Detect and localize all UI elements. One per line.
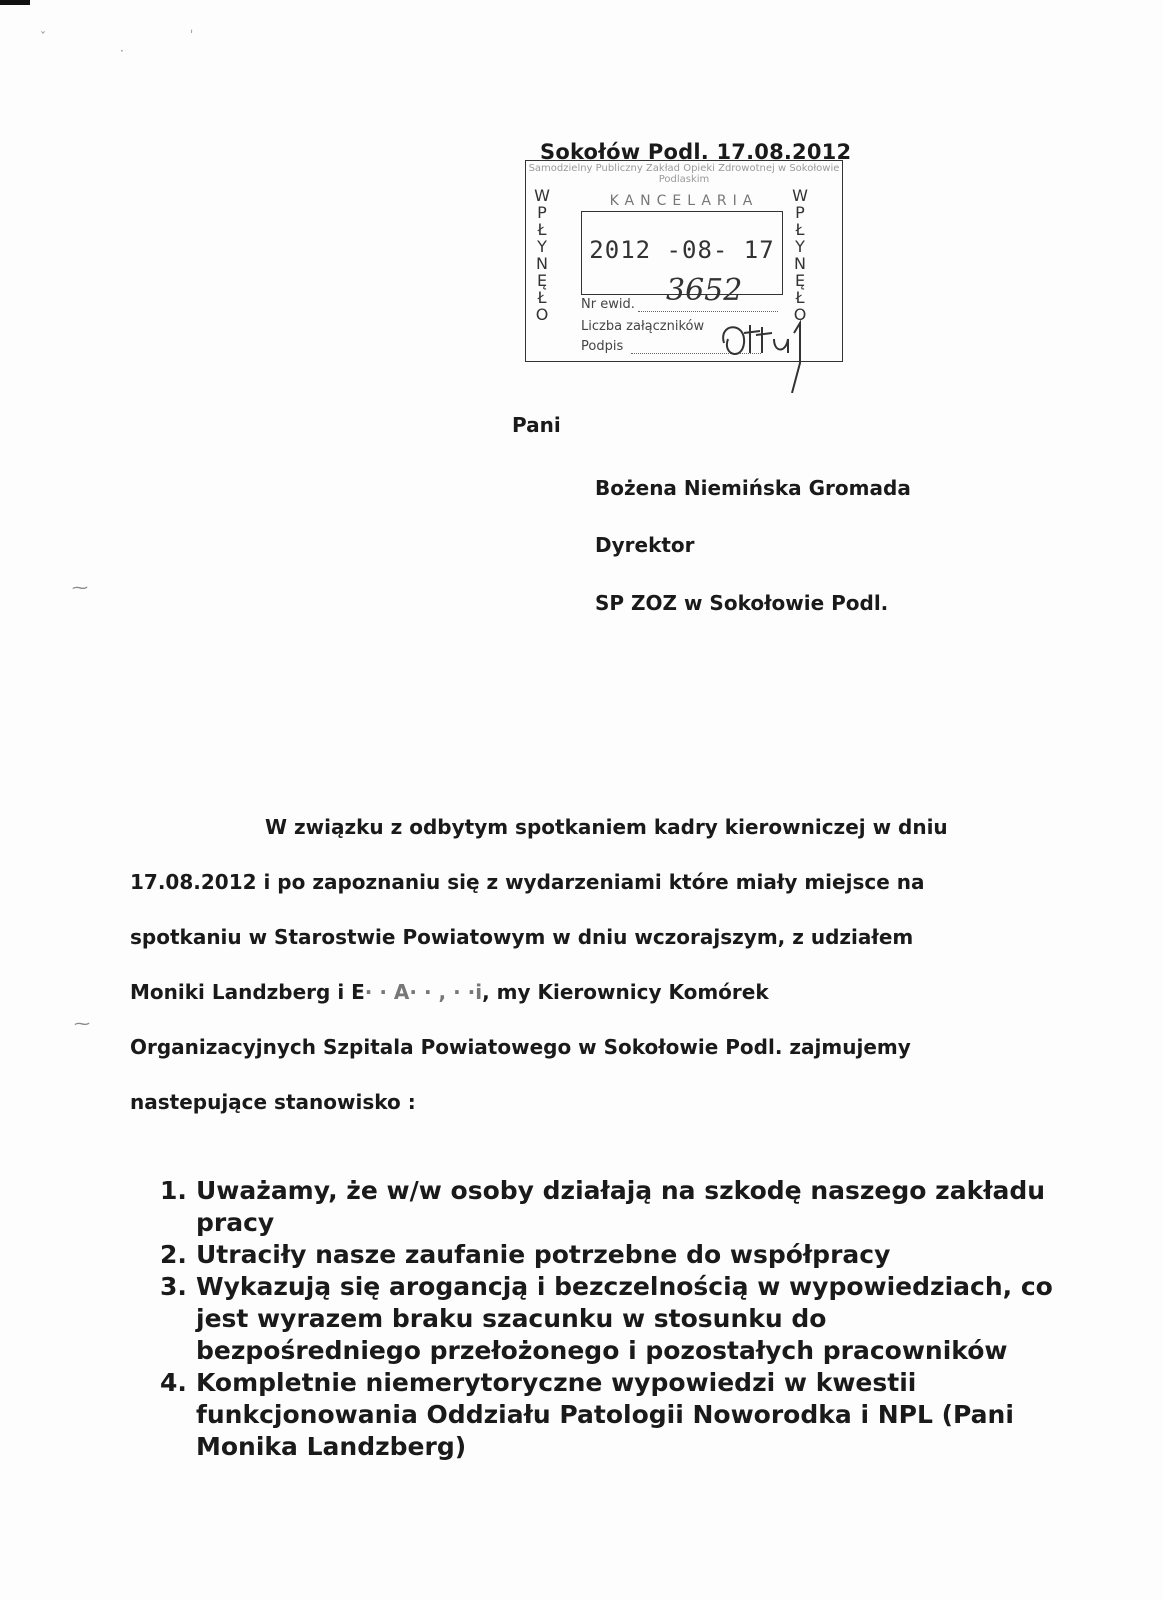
body-line-5: Organizacyjnych Szpitala Powiatowego w Sokołowie Podl. zajmujemy <box>130 1035 911 1059</box>
stamp-signature-label: Podpis <box>581 339 624 354</box>
stamp-attachments-label: Liczba załączników <box>581 319 705 334</box>
recipient-name: Bożena Niemińska Gromada <box>595 476 911 500</box>
list-item <box>160 1367 1060 1463</box>
scan-speck: · <box>120 44 124 58</box>
stamp-institution-text: Samodzielny Publiczny Zakład Opieki Zdrowotnej w Sokołowie Podlaskim <box>528 163 840 185</box>
body-line-3: spotkaniu w Starostwie Powiatowym w dniu wczorajszym, z udziałem <box>130 925 914 949</box>
scan-speck: ˌ <box>190 20 194 34</box>
recipient-title: Dyrektor <box>595 533 695 557</box>
scan-edge-mark <box>0 0 30 5</box>
body-line-4-start: Moniki Landzberg i E <box>130 980 365 1004</box>
list-item <box>160 1239 1060 1271</box>
list-item-number: 2. <box>160 1240 187 1269</box>
body-line-4-end: , my Kierownicy Komórek <box>482 980 769 1004</box>
received-stamp <box>525 160 843 362</box>
body-line-6: nastepujące stanowisko : <box>130 1090 416 1114</box>
body-line-4 <box>130 980 769 1004</box>
list-item-text: Kompletnie niemerytoryczne wypowiedzi w kwestii funkcjonowania Oddziału Patologii Noworodka i NPL (Pani Monika Landzberg) <box>196 1368 1014 1461</box>
body-line-1: W związku z odbytym spotkaniem kadry kierowniczej w dniu <box>265 815 948 839</box>
list-item-number: 3. <box>160 1272 187 1301</box>
body-line-2: 17.08.2012 i po zapoznaniu się z wydarzeniami które miały miejsce na <box>130 870 925 894</box>
position-list <box>160 1175 1060 1463</box>
list-item-number: 1. <box>160 1176 187 1205</box>
stamp-kancelaria: KANCELARIA <box>609 193 759 209</box>
list-item-text: Wykazują się arogancją i bezczelnością w wypowiedziach, co jest wyrazem braku szacunku w stosunku do bezpośredniego przełożonego i pozostałych pracowników <box>196 1272 1053 1365</box>
scan-speck: ⁓ <box>74 1014 90 1033</box>
stamp-wplynelo-right: W P Ł Y N Ę Ł O <box>792 186 808 324</box>
list-item <box>160 1175 1060 1239</box>
handwritten-signature <box>716 303 836 393</box>
salutation: Pani <box>512 413 561 437</box>
list-item <box>160 1271 1060 1367</box>
list-item-number: 4. <box>160 1368 187 1397</box>
scan-speck: ⁓ <box>72 578 88 597</box>
stamp-handwritten-number: 3652 <box>666 273 743 308</box>
list-item-text: Uważamy, że w/w osoby działają na szkodę naszego zakładu pracy <box>196 1176 1046 1237</box>
stamp-received-date: 2012 -08- 17 <box>589 236 775 264</box>
stamp-wplynelo-left: W P Ł Y N Ę Ł O <box>534 186 550 324</box>
stamp-nr-ewid-label: Nr ewid. <box>581 297 635 312</box>
redacted-name: · · A· · , · ·i <box>364 980 483 1004</box>
scan-speck: ˇ <box>40 30 46 44</box>
letter-date: Sokołów Podl. 17.08.2012 <box>540 140 852 164</box>
list-item-text: Utraciły nasze zaufanie potrzebne do współpracy <box>196 1240 891 1269</box>
recipient-institution: SP ZOZ w Sokołowie Podl. <box>595 591 889 615</box>
